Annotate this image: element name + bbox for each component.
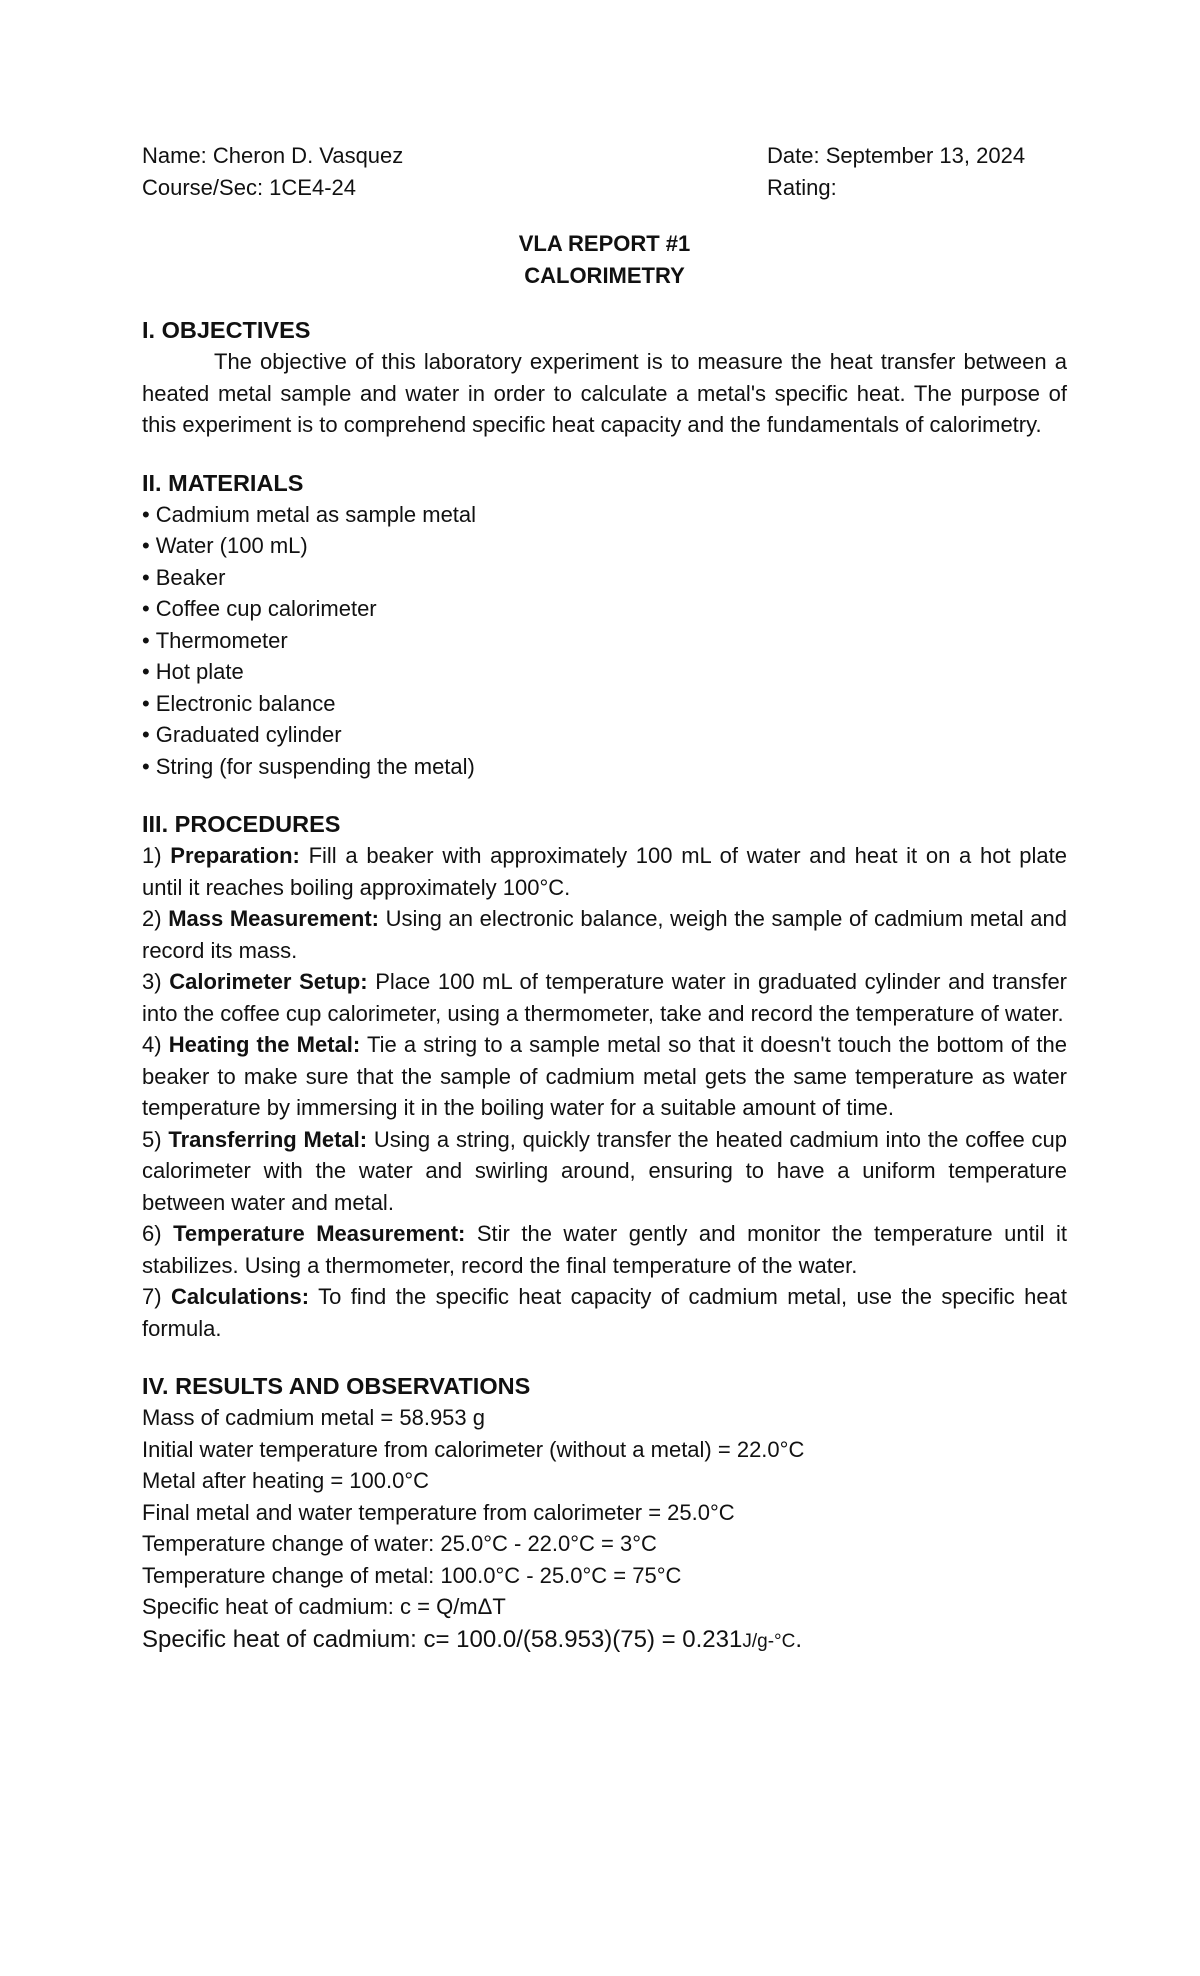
student-name: Name: Cheron D. Vasquez — [142, 143, 404, 168]
list-item: • Coffee cup calorimeter — [142, 593, 1067, 625]
results-list — [142, 1402, 1067, 1659]
step-title: Calorimeter Setup: — [169, 969, 368, 994]
procedure-step — [142, 1218, 1067, 1281]
procedure-step — [142, 1124, 1067, 1219]
step-title: Calculations: — [170, 1284, 310, 1309]
step-title: Transferring Metal: — [168, 1126, 368, 1152]
list-item: • Graduated cylinder — [142, 719, 1067, 751]
list-item: • Cadmium metal as sample metal — [142, 499, 1067, 531]
report-title-line-1: VLA REPORT #1 — [518, 231, 691, 256]
specific-heat-result — [142, 1623, 1067, 1659]
header-row-1 — [142, 140, 1067, 172]
rating-label: Rating: — [767, 175, 837, 200]
step-text: Stir the water gently and monitor the temperature until it stabilizes. Using a thermometer, record the final temperature of the water. — [142, 1221, 1067, 1278]
specific-heat-unit: J/g-°C — [742, 1630, 796, 1652]
step-text: Fill a beaker with approximately 100 mL of water and heat it on a hot plate until it reaches boiling approximately 100°C. — [142, 843, 1067, 900]
step-text: Using an electronic balance, weigh the sample of cadmium metal and record its mass. — [142, 906, 1067, 963]
procedure-step — [142, 1281, 1067, 1344]
procedure-step — [142, 1029, 1067, 1124]
report-page — [142, 140, 1067, 1659]
step-title: Temperature Measurement: — [173, 1221, 466, 1246]
result-line: Specific heat of cadmium: c = Q/mΔT — [142, 1594, 506, 1619]
step-number: 4) — [142, 1032, 162, 1057]
objectives-heading: I. OBJECTIVES — [142, 317, 311, 343]
result-line: Temperature change of metal: 100.0°C - 25.0°C = 75°C — [142, 1562, 682, 1588]
list-item: • Water (100 mL) — [142, 530, 1067, 562]
list-item: • Thermometer — [142, 625, 1067, 657]
step-text: Using a string, quickly transfer the heated cadmium into the coffee cup calorimeter with the water and swirling around, ensuring to have a uniform temperature between water and metal. — [142, 1126, 1067, 1215]
step-title: Mass Measurement: — [168, 906, 379, 931]
report-date: Date: September 13, 2024 — [767, 143, 1026, 168]
objectives-text: The objective of this laboratory experiment is to measure the heat transfer between a heated metal sample and water in order to calculate a metal's specific heat. The purpose of this experiment is to comprehend specific heat capacity and the fundamentals of calorimetry. — [142, 349, 1067, 437]
procedure-step — [142, 966, 1067, 1029]
final-period: . — [795, 1625, 803, 1653]
step-number: 7) — [142, 1284, 162, 1309]
result-line: Mass of cadmium metal = 58.953 g — [142, 1405, 485, 1430]
specific-heat-equation: Specific heat of cadmium: c= 100.0/(58.953)(75) = 0.231 — [142, 1625, 743, 1653]
step-number: 6) — [142, 1221, 162, 1246]
step-title: Heating the Metal: — [168, 1032, 361, 1057]
report-title — [142, 228, 1067, 292]
result-line: Metal after heating = 100.0°C — [142, 1468, 430, 1493]
list-item: • Hot plate — [142, 656, 1067, 688]
list-item: • Beaker — [142, 562, 1067, 594]
result-line: Initial water temperature from calorimeter (without a metal) = 22.0°C — [142, 1436, 805, 1462]
step-number: 1) — [142, 843, 162, 868]
step-number: 2) — [142, 906, 162, 931]
list-item: • Electronic balance — [142, 688, 1067, 720]
materials-heading: II. MATERIALS — [142, 469, 304, 496]
course-section: Course/Sec: 1CE4-24 — [142, 175, 356, 200]
header-row-2 — [142, 172, 1067, 204]
result-line: Temperature change of water: 25.0°C - 22.0°C = 3°C — [142, 1531, 657, 1556]
step-title: Preparation: — [170, 843, 300, 868]
result-line: Final metal and water temperature from calorimeter = 25.0°C — [142, 1499, 735, 1525]
procedures-heading: III. PROCEDURES — [142, 811, 341, 837]
report-title-line-2: CALORIMETRY — [524, 263, 685, 288]
materials-list — [142, 499, 1067, 783]
procedure-step — [142, 903, 1067, 966]
step-text: Tie a string to a sample metal so that it doesn't touch the bottom of the beaker to make sure that the sample of cadmium metal gets the same temperature as water temperature by immersing it in the boiling water for a suitable amount of time. — [142, 1032, 1067, 1120]
procedures-list — [142, 840, 1067, 1344]
step-text: Place 100 mL of temperature water in graduated cylinder and transfer into the coffee cup calorimeter, using a thermometer, take and record the temperature of water. — [142, 969, 1068, 1026]
step-text: To find the specific heat capacity of cadmium metal, use the specific heat formula. — [142, 1284, 1067, 1341]
list-item: • String (for suspending the metal) — [142, 751, 1067, 783]
results-heading: IV. RESULTS AND OBSERVATIONS — [142, 1373, 531, 1399]
procedure-step — [142, 840, 1067, 903]
step-number: 3) — [142, 969, 162, 994]
step-number: 5) — [142, 1126, 162, 1152]
